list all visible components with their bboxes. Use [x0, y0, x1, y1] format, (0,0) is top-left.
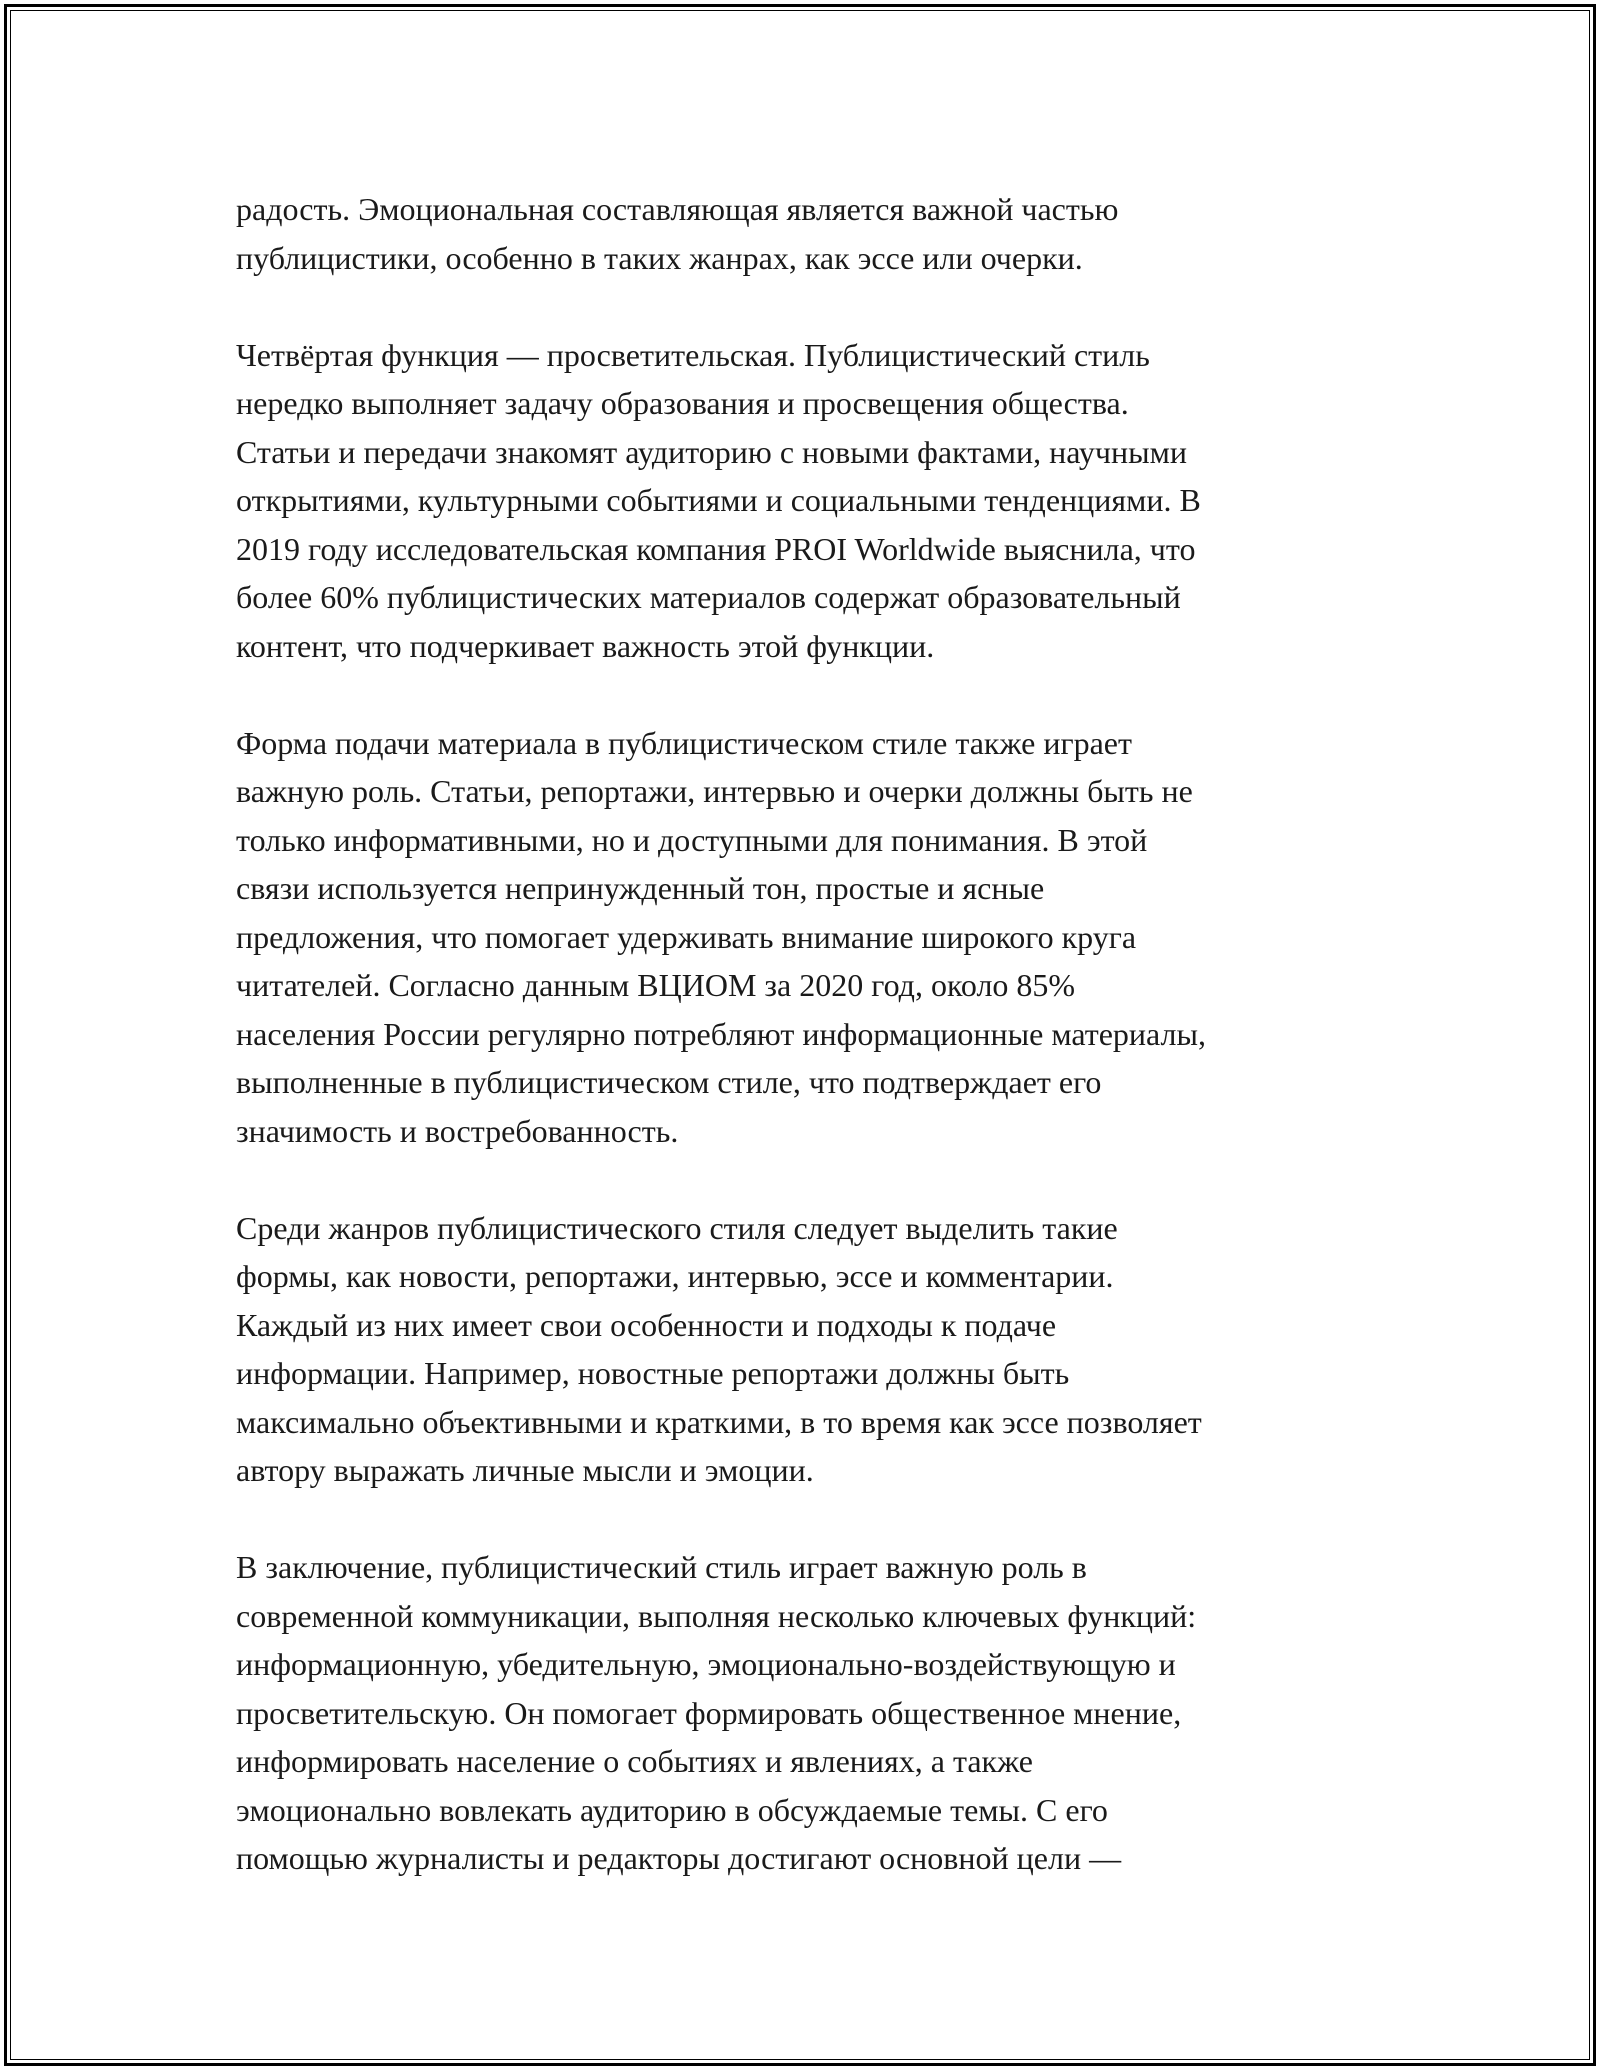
- text-line: современной коммуникации, выполняя несколько ключевых функций:: [236, 1597, 1197, 1634]
- paragraph-1: [236, 185, 1376, 282]
- text-line: связи используется непринужденный тон, простые и ясные: [236, 870, 1045, 906]
- text-line: нередко выполняет задачу образования и просвещения общества.: [236, 385, 1129, 421]
- text-line: 2019 году исследовательская компания PROI Worldwide выяснила, что: [236, 530, 1196, 567]
- paragraph-2: [236, 331, 1376, 671]
- text-line: В заключение, публицистический стиль играет важную роль в: [236, 1549, 1087, 1585]
- text-line: выполненные в публицистическом стиле, что подтверждает его: [236, 1064, 1102, 1100]
- text-line: Статьи и передачи знакомят аудиторию с новыми фактами, научными: [236, 433, 1187, 470]
- text-line: более 60% публицистических материалов содержат образовательный: [236, 579, 1181, 615]
- document-body: [236, 185, 1376, 1883]
- text-line: публицистики, особенно в таких жанрах, как эссе или очерки.: [236, 239, 1083, 276]
- text-line: читателей. Согласно данным ВЦИОМ за 2020 год, около 85%: [236, 967, 1076, 1003]
- text-line: населения России регулярно потребляют информационные материалы,: [236, 1015, 1206, 1052]
- text-line: Четвёртая функция — просветительская. Публицистический стиль: [236, 336, 1150, 373]
- text-line: просветительскую. Он помогает формировать общественное мнение,: [236, 1694, 1182, 1731]
- text-line: информировать население о событиях и явлениях, а также: [236, 1743, 1033, 1779]
- text-line: Среди жанров публицистического стиля следует выделить такие: [236, 1209, 1118, 1246]
- text-line: формы, как новости, репортажи, интервью, эссе и комментарии.: [236, 1258, 1114, 1294]
- text-line: контент, что подчеркивает важность этой функции.: [236, 627, 935, 664]
- text-line: эмоционально вовлекать аудиторию в обсуждаемые темы. С его: [236, 1791, 1108, 1828]
- text-line: информационную, убедительную, эмоционально-воздействующую и: [236, 1646, 1176, 1682]
- text-line: информации. Например, новостные репортажи должны быть: [236, 1355, 1070, 1391]
- text-line: предложения, что помогает удерживать внимание широкого круга: [236, 918, 1137, 955]
- text-line: автору выражать личные мысли и эмоции.: [236, 1452, 814, 1488]
- paragraph-3: [236, 719, 1376, 1156]
- paragraph-5: [236, 1543, 1376, 1883]
- text-line: открытиями, культурными событиями и социальными тенденциями. В: [236, 482, 1201, 518]
- paragraph-4: [236, 1204, 1376, 1495]
- text-line: помощью журналисты и редакторы достигают основной цели —: [236, 1840, 1122, 1876]
- text-line: максимально объективными и краткими, в то время как эссе позволяет: [236, 1403, 1202, 1440]
- text-line: радость. Эмоциональная составляющая является важной частью: [236, 191, 1119, 227]
- text-line: важную роль. Статьи, репортажи, интервью и очерки должны быть не: [236, 773, 1193, 809]
- text-line: значимость и востребованность.: [236, 1112, 679, 1149]
- text-line: только информативными, но и доступными для понимания. В этой: [236, 821, 1148, 858]
- text-line: Форма подачи материала в публицистическом стиле также играет: [236, 724, 1132, 761]
- text-line: Каждый из них имеет свои особенности и подходы к подаче: [236, 1306, 1057, 1343]
